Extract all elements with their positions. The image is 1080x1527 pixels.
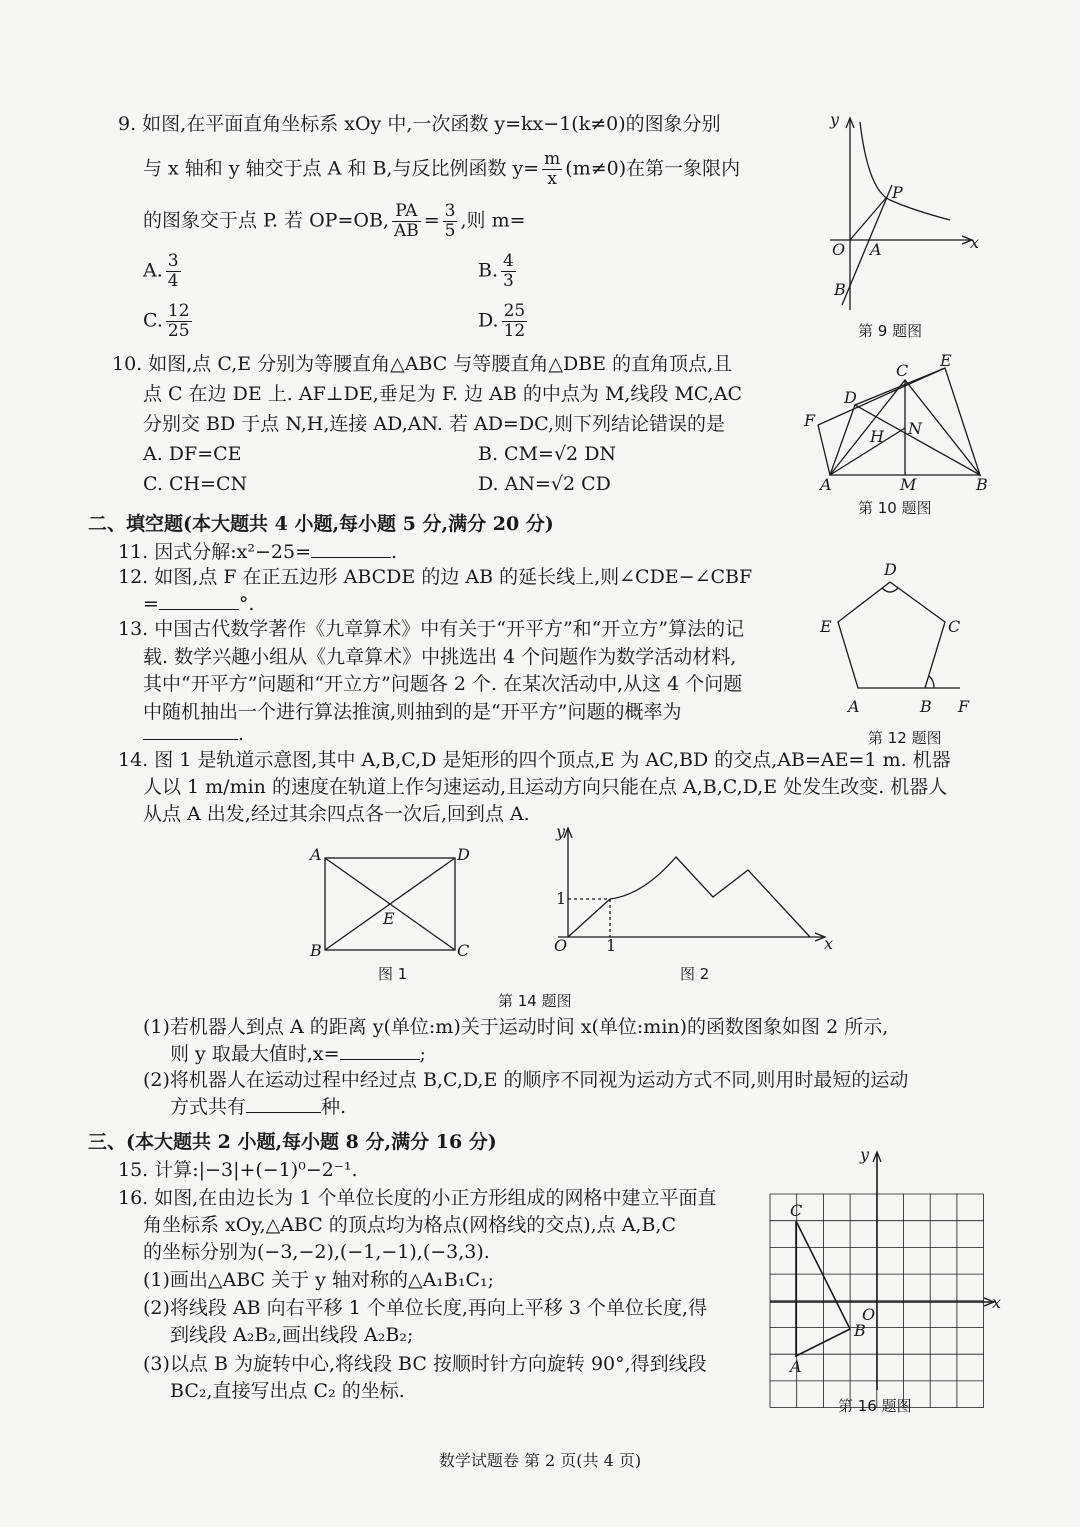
q10-option-c: C. CH=CN: [143, 473, 248, 495]
q16-label-b: B: [854, 1321, 866, 1340]
q11-stem: 11. 因式分解:x²−25=: [118, 541, 312, 563]
q16-label-y: y: [860, 1145, 870, 1164]
q14-sub1-line2: [170, 1042, 426, 1066]
q14-fig2-graph-rise: [568, 899, 610, 937]
q14-fig2-label-y: y: [556, 822, 566, 841]
q14-sub1-answer-blank[interactable]: [340, 1059, 420, 1060]
q10-line-fe: [818, 368, 945, 425]
q14-sub2-stem: 方式共有: [170, 1096, 247, 1118]
q9-opt-d-num: 25: [503, 301, 526, 321]
q9-line2-a: 与 x 轴和 y 轴交于点 A 和 B,与反比例函数 y=: [143, 157, 540, 180]
q9-line3-a: 的图象交于点 P. 若 OP=OB,: [143, 209, 389, 232]
q10-figure: [800, 350, 1000, 494]
q14-sub1-line1: (1)若机器人到点 A 的距离 y(单位:m)关于运动时间 x(单位:min)的函数图象如图 2 所示,: [143, 1016, 889, 1038]
q14-fig2-tick-1-x: 1: [606, 936, 617, 955]
q13-line3: 其中“开平方”问题和“开立方”问题各 2 个. 在某次活动中,从这 4 个问题: [143, 673, 743, 695]
q11-answer-blank[interactable]: [311, 557, 391, 558]
q16-line3: 的坐标分别为(−3,−2),(−1,−1),(−3,3).: [143, 1241, 490, 1263]
q14-line3: 从点 A 出发,经过其余四点各一次后,回到点 A.: [143, 803, 530, 825]
q12-angle-cde: [882, 588, 898, 592]
q14-fig2-caption: 图 2: [680, 965, 710, 983]
q9-frac-three: 3: [444, 201, 456, 221]
q14-fig1-label-b: B: [310, 941, 322, 960]
q12-angle-cbf: [929, 676, 934, 688]
q9-frac-den: x: [547, 169, 558, 189]
q9-frac-ab: AB: [393, 221, 419, 241]
q14-fig1-label-c: C: [457, 941, 470, 960]
q9-frac-3-5: [443, 202, 458, 241]
q13-line2: 载. 数学兴趣小组从《九章算术》中挑选出 4 个问题作为数学活动材料,: [143, 646, 737, 668]
q10-option-d: D. AN=√2 CD: [478, 473, 611, 495]
q10-option-b: B. CM=√2 DN: [478, 443, 617, 465]
q10-label-d: D: [844, 388, 857, 407]
q13-line1: 13. 中国古代数学著作《九章算术》中有关于“开平方”和“开立方”算法的记: [118, 618, 745, 640]
q12-label-d: D: [884, 560, 897, 579]
q12-line2: [143, 592, 254, 616]
q9-label-y: y: [830, 110, 840, 129]
q16-sub1: (1)画出△ABC 关于 y 轴对称的△A₁B₁C₁;: [143, 1269, 495, 1291]
q14-caption: 第 14 题图: [498, 992, 572, 1010]
q9-line3: 的图象交于点 P. 若 OP=OB, $\frac{PA}{AB}$ = $\frac{3}{5}$ ,则 m=: [143, 201, 526, 241]
q14-figure1: [305, 840, 485, 970]
q13-line5: [143, 722, 244, 746]
q16-line2: 角坐标系 xOy,△ABC 的顶点均为格点(网格线的交点),点 A,B,C: [143, 1214, 677, 1236]
q12-caption: 第 12 题图: [868, 729, 942, 747]
q14-fig1-label-a: A: [310, 845, 322, 864]
q9-opt-d-den: 12: [503, 321, 526, 341]
q9-label-p: P: [892, 183, 903, 202]
q12-figure: [820, 560, 990, 730]
q14-fig2-label-o: O: [554, 936, 568, 955]
q12-equals: =: [143, 593, 159, 615]
q14-sub1-end: ;: [419, 1043, 426, 1065]
q9-option-b-letter: B.: [478, 259, 499, 282]
q16-sub2-line2: 到线段 A₂B₂,画出线段 A₂B₂;: [170, 1324, 414, 1346]
q9-figure: [820, 110, 990, 330]
q14-line2: 人以 1 m/min 的速度在轨道上作匀速运动,且运动方向只能在点 A,B,C,D,E 处发生改变. 机器人: [143, 776, 948, 798]
q16-sub3-line1: (3)以点 B 为旋转中心,将线段 BC 按顺时针方向旋转 90°,得到线段: [143, 1353, 707, 1375]
q10-label-a: A: [820, 475, 832, 494]
q12-line1: 12. 如图,点 F 在正五边形 ABCDE 的边 AB 的延长线上,则∠CDE−∠CBF: [118, 566, 753, 588]
q9-line1: 9. 如图,在平面直角坐标系 xOy 中,一次函数 y=kx−1(k≠0)的图象分别: [118, 113, 721, 135]
q16-sub2-line1: (2)将线段 AB 向右平移 1 个单位长度,再向上平移 3 个单位长度,得: [143, 1297, 708, 1319]
q11-text: 11. 因式分解:x²−25= .: [118, 541, 398, 563]
q16-label-x: x: [992, 1293, 1002, 1312]
q9-option-d: [478, 302, 530, 341]
q16-caption: 第 16 题图: [838, 1397, 912, 1415]
q10-label-h: H: [870, 427, 884, 446]
q14-fig2-label-x: x: [824, 934, 834, 953]
q16-label-c: C: [790, 1201, 803, 1220]
q9-segment-op: [850, 198, 886, 240]
q9-option-a: [143, 252, 184, 291]
section-2-heading: 二、填空题(本大题共 4 小题,每小题 5 分,满分 20 分): [88, 513, 554, 535]
q9-label-a: A: [870, 240, 882, 259]
q9-caption: 第 9 题图: [858, 322, 923, 340]
q14-figure2: [548, 822, 848, 960]
q10-label-b: B: [976, 475, 988, 494]
q9-opt-c-den: 25: [167, 321, 190, 341]
q10-label-e: E: [940, 351, 952, 370]
q10-segment-ad: [830, 405, 855, 475]
q14-fig1-caption: 图 1: [378, 965, 408, 983]
q9-frac-pa-ab: [392, 202, 421, 241]
q12-label-b: B: [920, 697, 932, 716]
q10-segment-an: [830, 428, 905, 475]
q14-fig1-label-e: E: [383, 909, 395, 928]
q9-frac-pa: PA: [392, 202, 421, 222]
q9-label-o: O: [832, 240, 846, 259]
q14-sub1-stem: 则 y 取最大值时,x=: [170, 1043, 340, 1065]
q14-sub2-end: 种.: [321, 1096, 347, 1118]
q9-option-c: [143, 302, 195, 341]
q13-period: .: [238, 723, 245, 745]
q9-line2-b: (m≠0)在第一象限内: [565, 157, 741, 180]
q9-label-x: x: [970, 233, 980, 252]
q9-line2: [143, 150, 740, 189]
q14-sub2-answer-blank[interactable]: [246, 1112, 321, 1113]
q14-sub2-line1: (2)将机器人在运动过程中经过点 B,C,D,E 的顺序不同视为运动方式不同,则用时最短的运动: [143, 1069, 909, 1091]
q10-line1: 10. 如图,点 C,E 分别为等腰直角△ABC 与等腰直角△DBE 的直角顶点,且: [112, 353, 733, 375]
q9-label-b: B: [834, 280, 846, 299]
q12-answer-blank[interactable]: [159, 609, 239, 610]
q9-option-b: [478, 252, 519, 291]
q9-frac-mx: [542, 150, 562, 189]
q14-sub2-line2: [170, 1095, 346, 1119]
q16-sub3-line2: BC₂,直接写出点 C₂ 的坐标.: [170, 1380, 405, 1402]
section-3-heading: 三、(本大题共 2 小题,每小题 8 分,满分 16 分): [88, 1131, 497, 1153]
q15-text: 15. 计算:|−3|+(−1)⁰−2⁻¹.: [118, 1159, 358, 1181]
q9-opt-a-den: 4: [167, 271, 179, 291]
q9-opt-c-num: 12: [167, 301, 190, 321]
q10-label-c: C: [896, 361, 909, 380]
q16-label-a: A: [790, 1357, 802, 1376]
page-footer: 数学试题卷 第 2 页(共 4 页): [438, 1451, 642, 1470]
q13-line4: 中随机抽出一个进行算法推演,则抽到的是“开平方”问题的概率为: [143, 701, 682, 723]
q12-pentagon: [838, 582, 945, 688]
q10-option-a: A. DF=CE: [143, 443, 242, 465]
q14-fig2-tick-1-y: 1: [556, 889, 567, 908]
q12-label-c: C: [948, 617, 961, 636]
q10-line3: 分别交 BD 于点 N,H,连接 AD,AN. 若 AD=DC,则下列结论错误的是: [143, 413, 725, 435]
q9-option-c-letter: C.: [143, 309, 163, 332]
q9-option-d-letter: D.: [478, 309, 499, 332]
q10-label-n: N: [908, 419, 922, 438]
q9-frac-num: m: [544, 149, 561, 169]
q9-opt-b-den: 3: [503, 271, 514, 291]
q14-fig1-label-d: D: [457, 845, 470, 864]
q16-label-o: O: [862, 1305, 876, 1324]
q10-label-m: M: [900, 475, 917, 494]
q10-label-f: F: [804, 411, 816, 430]
q12-label-a: A: [848, 697, 860, 716]
q16-figure: [770, 1145, 1010, 1400]
q9-hyperbola: [860, 122, 950, 220]
q12-label-e: E: [820, 617, 832, 636]
q10-segment-af: [818, 425, 830, 475]
q10-caption: 第 10 题图: [858, 499, 932, 517]
q12-degree: °.: [238, 593, 255, 615]
q9-frac-five: 5: [444, 221, 456, 241]
q10-line2: 点 C 在边 DE 上. AF⊥DE,垂足为 F. 边 AB 的中点为 M,线段 MC,AC: [143, 383, 743, 405]
q9-option-a-letter: A.: [143, 259, 163, 282]
q14-line1: 14. 图 1 是轨道示意图,其中 A,B,C,D 是矩形的四个顶点,E 为 AC,BD 的交点,AB=AE=1 m. 机器: [118, 749, 951, 771]
q12-label-f: F: [958, 697, 970, 716]
q14-fig2-graph: [610, 857, 810, 937]
q16-line1: 16. 如图,在由边长为 1 个单位长度的小正方形组成的网格中建立平面直: [118, 1187, 717, 1209]
q9-opt-b-num: 4: [503, 251, 514, 271]
q13-answer-blank[interactable]: [143, 739, 238, 740]
q9-opt-a-num: 3: [167, 251, 179, 271]
q9-line3-b: ,则 m=: [460, 209, 526, 232]
